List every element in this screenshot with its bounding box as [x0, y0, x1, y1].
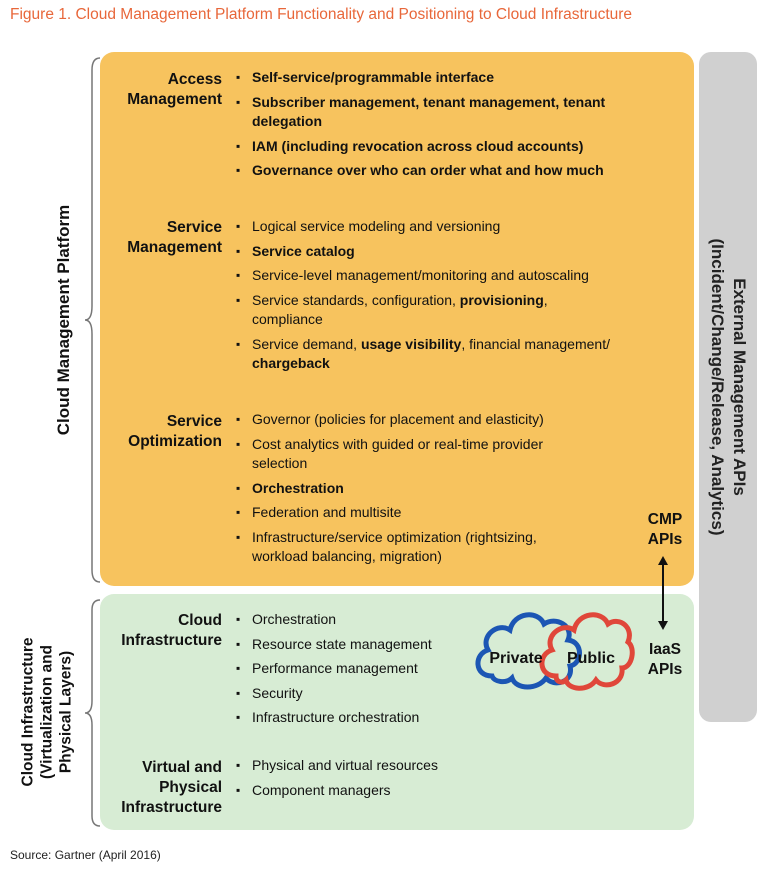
virtual-physical-infrastructure-label	[121, 758, 222, 818]
external-management-label	[706, 239, 750, 536]
item-text: Service demand,	[252, 335, 361, 352]
list-item: ▪ Self-service/programmable interface	[236, 68, 656, 88]
external-line-2: (Incident/Change/Release, Analytics)	[708, 238, 727, 536]
access-management-list	[236, 68, 656, 186]
vp-label-line-3: Infrastructure	[121, 799, 222, 816]
list-item: ▪ Governance over who can order what and how much	[236, 161, 656, 181]
private-cloud-label: Private	[489, 650, 543, 667]
iaas-apis-line-2: APIs	[647, 661, 683, 678]
figure-title: Figure 1. Cloud Management Platform Functionality and Positioning to Cloud Infrastructure	[10, 6, 633, 23]
cmp-brace	[84, 56, 102, 584]
list-item: ▪ Performance management	[236, 659, 466, 679]
list-item: ▪ Infrastructure/service optimization (rightsizing, workload balancing, migration)	[236, 528, 596, 567]
list-item: ▪ Orchestration	[236, 610, 466, 630]
access-management-label	[127, 70, 222, 110]
cloud-infrastructure-list	[236, 610, 466, 733]
double-arrow-icon	[656, 556, 670, 630]
list-item: ▪ Service catalog	[236, 242, 656, 262]
list-item: ▪ Orchestration	[236, 479, 596, 499]
cmp-apis-line-2: APIs	[647, 531, 683, 548]
optimization-label-line-2: Optimization	[128, 433, 222, 450]
item-bold: usage visibility	[360, 335, 462, 352]
list-item: ▪ Physical and virtual resources	[236, 756, 536, 776]
list-item: ▪ Resource state management	[236, 635, 466, 655]
iaas-apis-line-1: IaaS	[649, 641, 681, 658]
iaas-apis-label	[640, 640, 690, 680]
list-item: ▪ Component managers	[236, 781, 536, 801]
list-item: ▪ IAM (including revocation across cloud accounts)	[236, 137, 656, 157]
service-optimization-list	[236, 410, 596, 572]
cmp-apis-label	[640, 510, 690, 550]
list-item: ▪ Service-level management/monitoring and autoscaling	[236, 266, 656, 286]
list-item: ▪ Logical service modeling and versioning	[236, 217, 656, 237]
list-item	[236, 291, 656, 330]
virtual-physical-list	[236, 756, 536, 805]
infra-side-label	[19, 638, 76, 787]
cloud-infrastructure-label	[121, 611, 222, 651]
service-management-list	[236, 217, 656, 379]
vp-label-line-2: Physical	[159, 779, 222, 796]
item-bold: provisioning	[459, 291, 544, 308]
item-text: ,	[543, 291, 548, 308]
service-label-line-2: Management	[127, 239, 222, 256]
list-item: ▪ Federation and multisite	[236, 503, 596, 523]
list-item	[236, 335, 656, 374]
clouds-graphic	[470, 602, 640, 694]
cloud-infra-label-line-2: Infrastructure	[121, 632, 222, 649]
external-line-1: External Management APIs	[730, 278, 749, 496]
item-text: , financial management/	[461, 335, 610, 352]
public-cloud-label: Public	[566, 650, 616, 667]
service-label-line-1: Service	[166, 219, 222, 236]
infra-side-line-2: (Virtualization and	[38, 644, 56, 780]
infra-side-line-1: Cloud Infrastructure	[19, 637, 37, 787]
item-bold: chargeback	[252, 355, 330, 371]
infra-side-line-3: Physical Layers)	[57, 650, 75, 774]
infra-brace	[84, 598, 102, 828]
optimization-label-line-1: Service	[166, 413, 222, 430]
list-item: ▪ Security	[236, 684, 466, 704]
service-optimization-label	[128, 412, 222, 452]
vp-label-line-1: Virtual and	[142, 759, 222, 776]
access-label-line-1: Access	[167, 71, 222, 88]
service-management-label	[127, 218, 222, 258]
item-text: Service standards, configuration,	[252, 291, 460, 308]
cloud-infra-label-line-1: Cloud	[178, 612, 222, 629]
access-label-line-2: Management	[127, 91, 222, 108]
list-item: ▪ Subscriber management, tenant management, tenant delegation	[236, 93, 656, 132]
cmp-side-label: Cloud Management Platform	[54, 204, 73, 436]
list-item: ▪ Cost analytics with guided or real-time provider selection	[236, 435, 596, 474]
list-item: ▪ Infrastructure orchestration	[236, 708, 466, 728]
source-note: Source: Gartner (April 2016)	[10, 848, 161, 862]
item-text: compliance	[252, 311, 323, 327]
list-item: ▪ Governor (policies for placement and elasticity)	[236, 410, 596, 430]
cmp-apis-line-1: CMP	[647, 511, 683, 528]
